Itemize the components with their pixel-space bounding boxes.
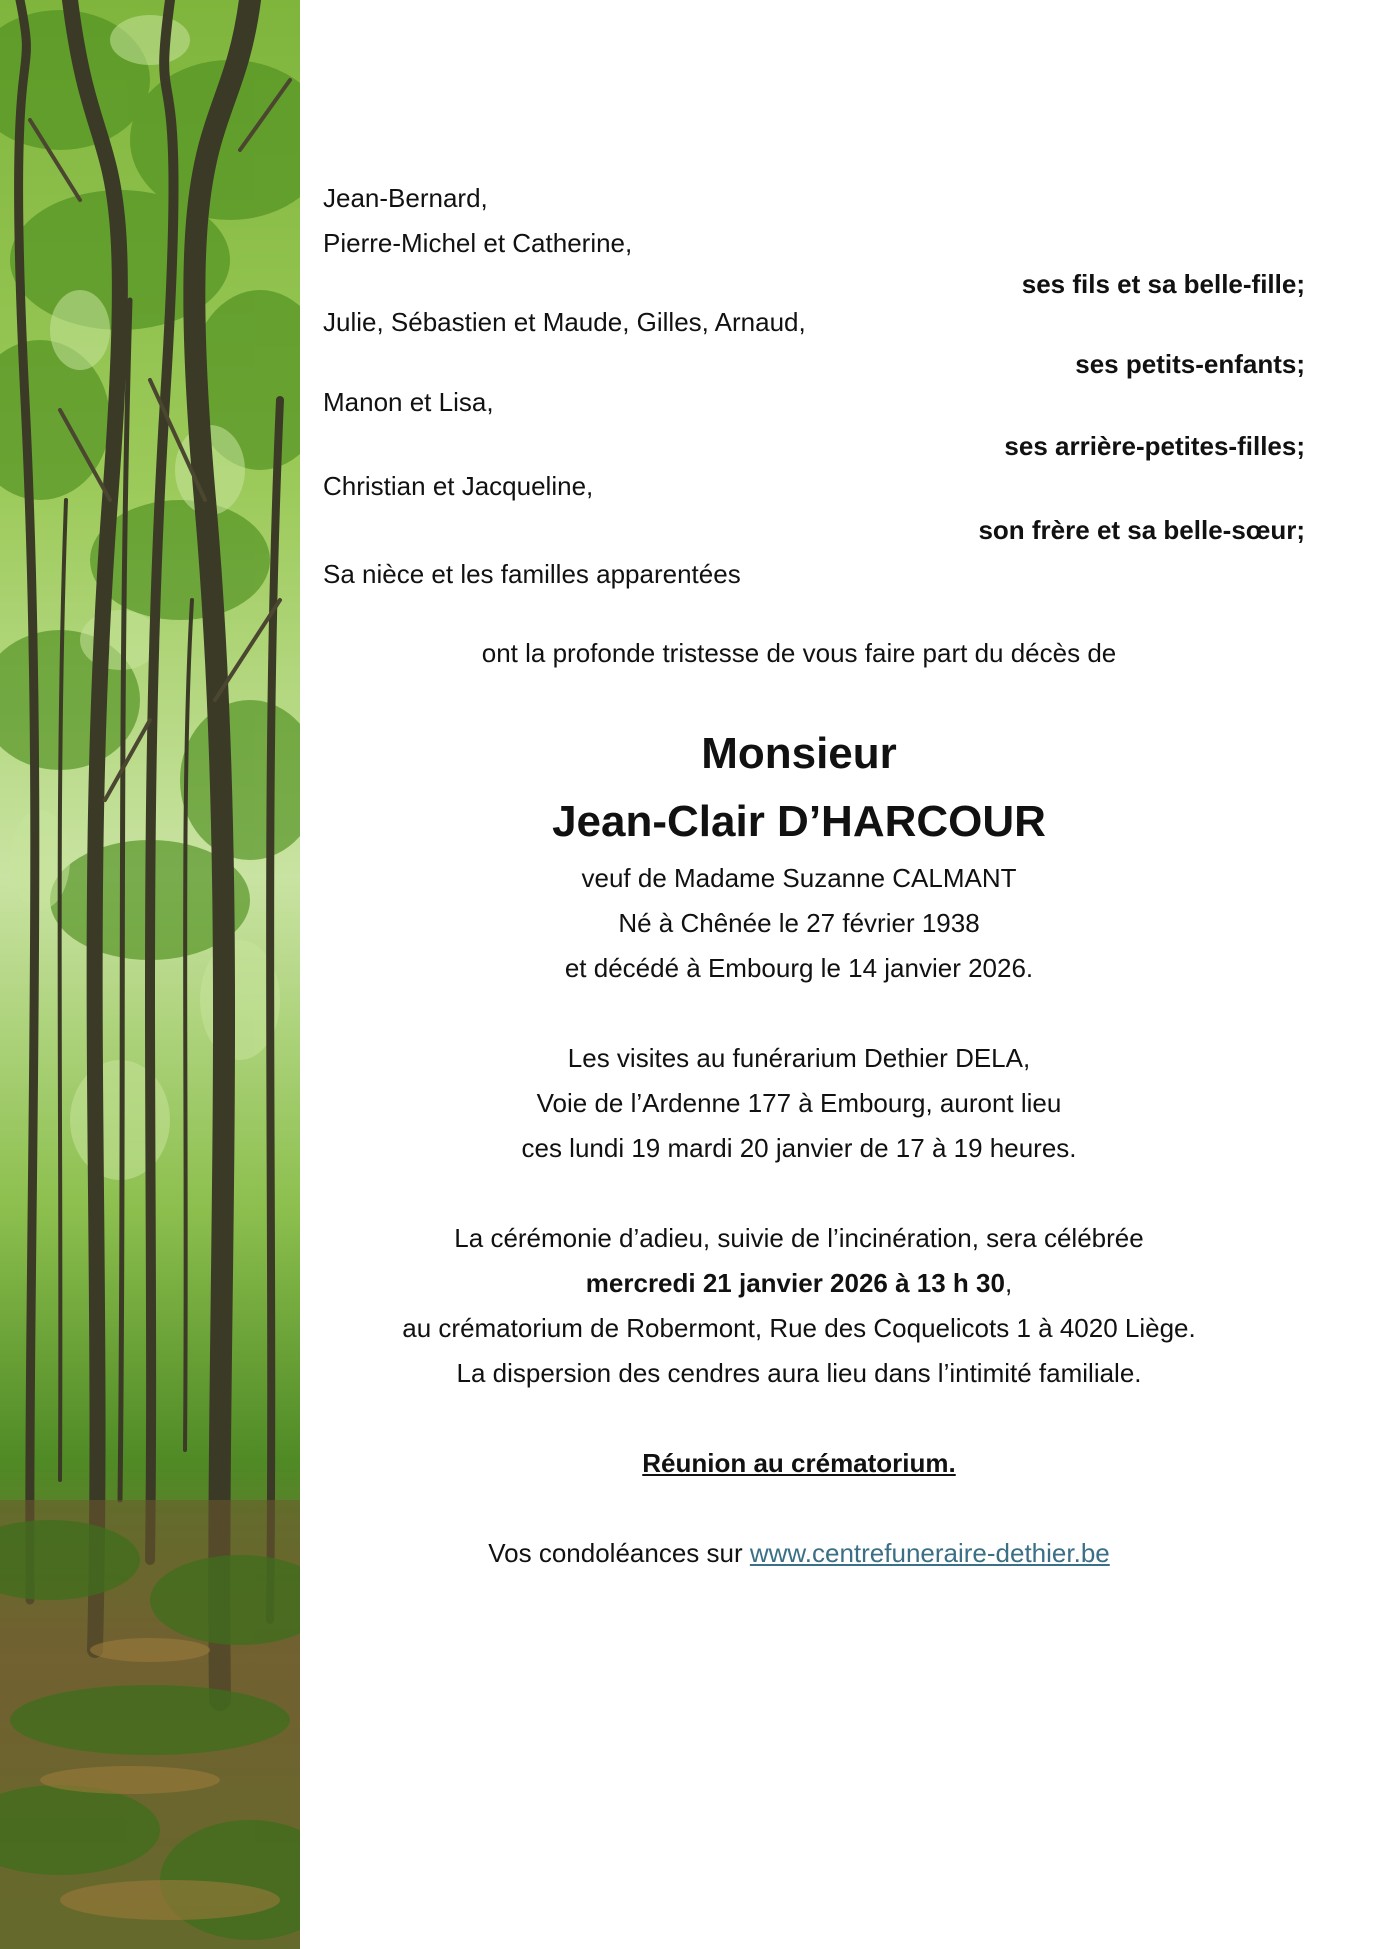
- ceremony-line-1: La cérémonie d’adieu, suivie de l’incinération, sera célébrée: [454, 1223, 1144, 1253]
- family-line-6: Sa nièce et les familles apparentées: [323, 559, 741, 589]
- family-role-4: son frère et sa belle-sœur;: [978, 515, 1305, 545]
- condolences-prefix: Vos condoléances sur: [488, 1538, 750, 1568]
- visits-line-2: Voie de l’Ardenne 177 à Embourg, auront lieu: [536, 1088, 1062, 1118]
- family-line-2: Pierre-Michel et Catherine,: [323, 228, 633, 258]
- ceremony-date-suffix: ,: [1004, 1268, 1013, 1298]
- deceased-death: et décédé à Embourg le 14 janvier 2026.: [564, 953, 1034, 983]
- deceased-name: Jean-Clair D’HARCOUR: [552, 797, 1046, 846]
- family-line-3: Julie, Sébastien et Maude, Gilles, Arnaud,: [323, 307, 806, 337]
- condolences-line: [320, 1537, 1278, 1569]
- ceremony-date-time: mercredi 21 janvier 2026 à 13 h 30: [585, 1268, 1005, 1298]
- announcement-text: ont la profonde tristesse de vous faire part du décès de: [481, 638, 1117, 668]
- ceremony-line-3: au crématorium de Robermont, Rue des Coquelicots 1 à 4020 Liège.: [402, 1313, 1196, 1343]
- visits-line-1: Les visites au funérarium Dethier DELA,: [567, 1043, 1031, 1073]
- deceased-widower: veuf de Madame Suzanne CALMANT: [581, 863, 1017, 893]
- family-line-5: Christian et Jacqueline,: [323, 471, 594, 501]
- condolences-link[interactable]: www.centrefuneraire-dethier.be: [749, 1538, 1110, 1568]
- forest-image: [0, 0, 300, 1949]
- visits-line-3: ces lundi 19 mardi 20 janvier de 17 à 19 heures.: [521, 1133, 1077, 1163]
- family-role-1: ses fils et sa belle-fille;: [1021, 269, 1305, 299]
- family-line-1: Jean-Bernard,: [323, 183, 488, 213]
- family-role-2: ses petits-enfants;: [1075, 349, 1305, 379]
- family-line-4: Manon et Lisa,: [323, 387, 494, 417]
- deceased-title: Monsieur: [701, 729, 897, 778]
- ceremony-date-line: [320, 1267, 1278, 1299]
- ceremony-line-4: La dispersion des cendres aura lieu dans l’intimité familiale.: [456, 1358, 1142, 1388]
- deceased-birth: Né à Chênée le 27 février 1938: [618, 908, 980, 938]
- family-role-3: ses arrière-petites-filles;: [1004, 431, 1305, 461]
- meeting-note: Réunion au crématorium.: [642, 1448, 956, 1478]
